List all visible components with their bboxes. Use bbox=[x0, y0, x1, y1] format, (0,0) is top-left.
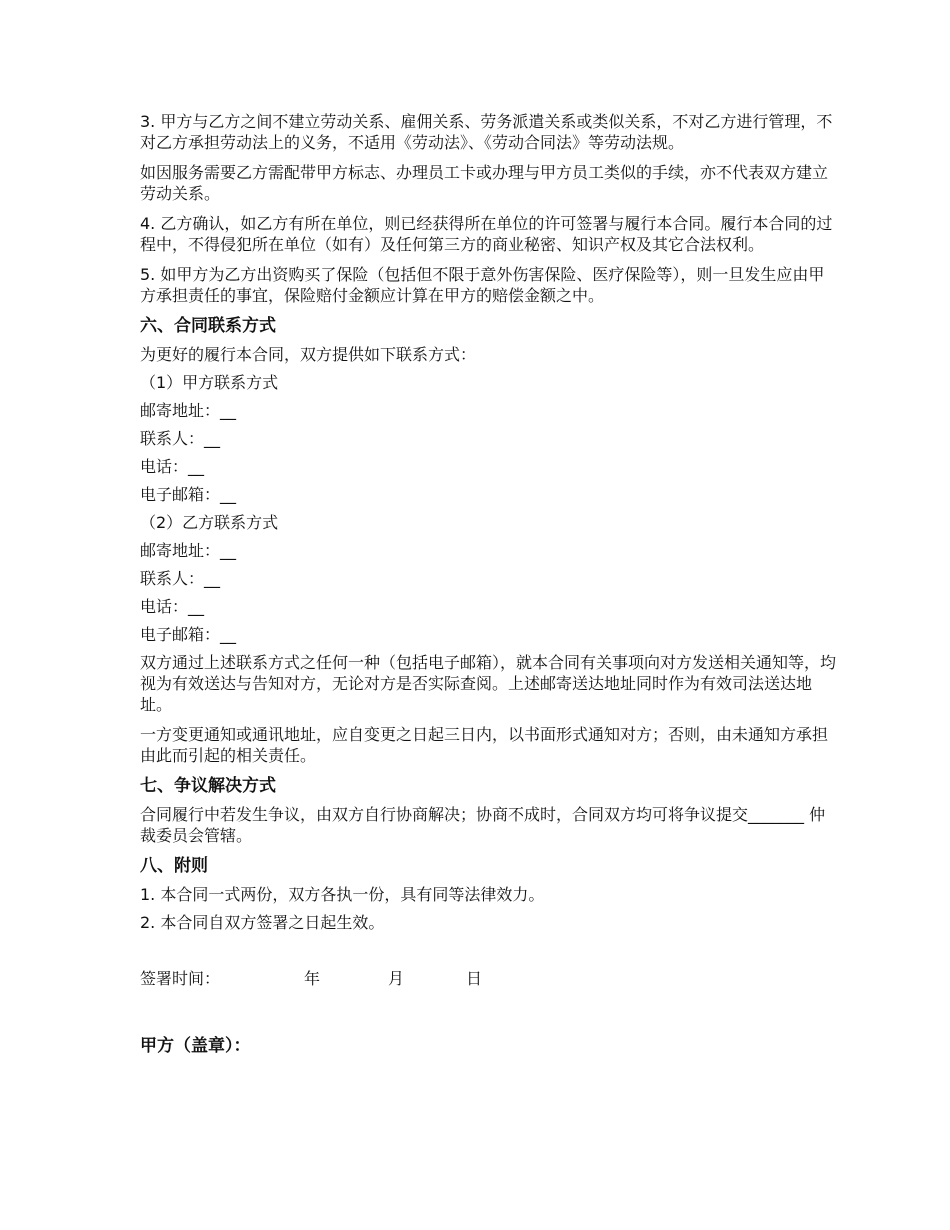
spacer bbox=[140, 940, 840, 968]
party-b-contact-title: （2）乙方联系方式 bbox=[140, 513, 279, 532]
section-6-heading: 六、合同联系方式 bbox=[140, 316, 276, 336]
dispute-resolution-text: 合同履行中若发生争议，由双方自行协商解决；协商不成时，合同双方均可将争议提交_______ 仲裁委员会管辖。 bbox=[140, 805, 826, 845]
party-a-email: 电子邮箱：__ bbox=[140, 485, 237, 504]
signature-month: 月 bbox=[388, 969, 405, 988]
signature-year: 年 bbox=[304, 969, 321, 988]
signature-day: 日 bbox=[466, 969, 483, 988]
party-a-address: 邮寄地址：__ bbox=[140, 401, 237, 420]
clause-4: 4. 乙方确认，如乙方有所在单位，则已经获得所在单位的许可签署与履行本合同。履行本合同的过程中，不得侵犯所在单位（如有）及任何第三方的商业秘密、知识产权及其它合法权利。 bbox=[140, 214, 833, 254]
party-b-contact-person: 联系人：__ bbox=[140, 569, 221, 588]
signature-date-label: 签署时间： bbox=[140, 969, 221, 988]
notice-change: 一方变更通知或通讯地址，应自变更之日起三日内，以书面形式通知对方；否则，由未通知方承担由此而引起的相关责任。 bbox=[140, 725, 829, 765]
section-7-heading: 七、争议解决方式 bbox=[140, 776, 276, 796]
notice-delivery: 双方通过上述联系方式之任何一种（包括电子邮箱），就本合同有关事项向对方发送相关通知等，均视为有效送达与告知对方，无论对方是否实际查阅。上述邮寄送达地址同时作为有效司法送达地址。 bbox=[140, 653, 837, 714]
party-b-phone: 电话：__ bbox=[140, 597, 205, 616]
party-b-address: 邮寄地址：__ bbox=[140, 541, 237, 560]
party-b-email: 电子邮箱：__ bbox=[140, 625, 237, 644]
appendix-item-1: 1. 本合同一式两份，双方各执一份，具有同等法律效力。 bbox=[140, 885, 545, 904]
section-6-intro: 为更好的履行本合同，双方提供如下联系方式： bbox=[140, 345, 477, 364]
party-a-phone: 电话：__ bbox=[140, 457, 205, 476]
clause-5: 5. 如甲方为乙方出资购买了保险（包括但不限于意外伤害保险、医疗保险等），则一旦发生应由甲方承担责任的事宜，保险赔付金额应计算在甲方的赔偿金额之中。 bbox=[140, 265, 825, 305]
party-a-contact-title: （1）甲方联系方式 bbox=[140, 373, 279, 392]
party-a-contact-person: 联系人：__ bbox=[140, 429, 221, 448]
spacer bbox=[140, 990, 840, 1035]
appendix-item-2: 2. 本合同自双方签署之日起生效。 bbox=[140, 913, 385, 932]
clause-3-note: 如因服务需要乙方需配带甲方标志、办理员工卡或办理与甲方员工类似的手续，亦不代表双方建立劳动关系。 bbox=[140, 163, 829, 203]
signature-date-row bbox=[140, 968, 840, 990]
contract-page bbox=[140, 111, 840, 1057]
section-8-heading: 八、附则 bbox=[140, 856, 208, 876]
clause-3: 3. 甲方与乙方之间不建立劳动关系、雇佣关系、劳务派遣关系或类似关系，不对乙方进行管理，不对乙方承担劳动法上的义务，不适用《劳动法》、《劳动合同法》等劳动法规。 bbox=[140, 112, 833, 152]
party-a-seal-label: 甲方（盖章）： bbox=[140, 1036, 251, 1056]
